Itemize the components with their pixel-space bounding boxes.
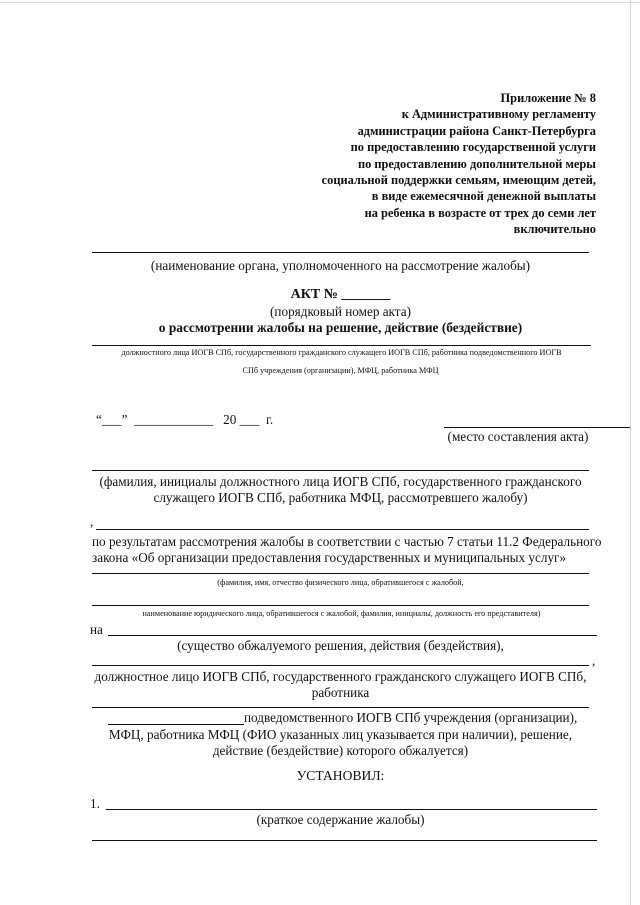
organ-caption: (наименование органа, уполномоченного на рассмотрение жалобы) xyxy=(150,258,531,273)
officials-field[interactable] xyxy=(92,345,591,346)
institution-field[interactable] xyxy=(92,707,589,708)
date-day-blank: ___ xyxy=(101,412,122,427)
reviewer-field[interactable] xyxy=(92,470,589,471)
appendix-line: к Административному регламенту xyxy=(401,107,596,122)
date-close-quote: ” xyxy=(121,412,128,427)
result-text: по результатам рассмотрения жалобы в соответствии с частью 7 статьи 11.2 Федерального xyxy=(92,534,602,549)
essence-field[interactable] xyxy=(108,635,597,636)
officials-caption: должностного лица ИОГВ СПб, государственного гражданского служащего ИОГВ СПб, работника подведомственного ИОГВ xyxy=(121,348,562,357)
date-open-quote: “ xyxy=(96,412,102,427)
act-number-caption: (порядковый номер акта) xyxy=(270,304,411,319)
appendix-header xyxy=(322,90,596,238)
appendix-line: на ребенка в возрасте от трех до семи лет xyxy=(364,205,596,220)
appendix-line: Приложение № 8 xyxy=(500,91,596,105)
summary-caption: (краткое содержание жалобы) xyxy=(256,812,425,827)
official-text: действие (бездействие) которого обжалуется) xyxy=(212,743,469,758)
appendix-line: по предоставлению государственной услуги xyxy=(350,140,596,155)
appendix-line: администрации района Санкт-Петербурга xyxy=(357,123,596,138)
reviewer-caption: служащего ИОГВ СПб, работника МФЦ, рассмотревшего жалобу) xyxy=(153,490,528,505)
official-text: МФЦ, работника МФЦ (ФИО указанных лиц указывается при наличии), решение, xyxy=(108,727,573,742)
appendix-line: включительно xyxy=(513,222,596,237)
applicant-field[interactable] xyxy=(92,573,589,574)
comma-mark: , xyxy=(90,514,94,529)
date-month-blank: ____________ xyxy=(134,412,214,427)
comma-field[interactable] xyxy=(96,529,589,530)
date-year-prefix: 20 xyxy=(223,412,237,427)
official-text: подведомственного ИОГВ СПб учреждения (организации), xyxy=(244,710,578,725)
appendix-line: социальной поддержки семьям, имеющим детей, xyxy=(321,173,596,188)
essence-caption: (существо обжалуемого решения, действия (бездействия), xyxy=(177,638,504,653)
date-year-blank: ___ xyxy=(239,412,260,427)
place-caption: (место составления акта) xyxy=(447,429,589,444)
complaint-summary-field[interactable] xyxy=(106,809,597,810)
official-text: работника xyxy=(311,685,370,700)
organ-name-field[interactable] xyxy=(92,252,589,253)
item-number: 1. xyxy=(90,796,100,811)
appendix-line: в виде ежемесячной денежной выплаты xyxy=(371,189,596,204)
institution-name-field[interactable] xyxy=(108,724,244,725)
date-field[interactable] xyxy=(96,412,273,428)
established-heading: УСТАНОВИЛ: xyxy=(296,768,385,783)
date-year-suffix: г. xyxy=(265,412,274,427)
place-field[interactable] xyxy=(444,427,630,428)
applicant-caption: (фамилия, имя, отчество физического лица, обратившегося с жалобой, xyxy=(217,578,464,587)
act-title: АКТ № _______ xyxy=(290,287,391,302)
scan-edge-top xyxy=(0,2,640,3)
on-label: на xyxy=(90,622,103,637)
official-text: должностное лицо ИОГВ СПб, государственного гражданского служащего ИОГВ СПб, xyxy=(94,669,587,684)
legal-entity-field[interactable] xyxy=(92,605,589,606)
complaint-summary-field-2[interactable] xyxy=(92,840,597,841)
act-subject: о рассмотрении жалобы на решение, действие (бездействие) xyxy=(158,320,523,335)
official-comma: , xyxy=(592,653,596,668)
scan-edge-right xyxy=(630,0,631,905)
official-field[interactable] xyxy=(92,665,589,666)
appendix-line: по предоставлению дополнительной меры xyxy=(357,156,596,171)
legal-entity-caption: наименование юридического лица, обратившегося с жалобой, фамилия, инициалы, должность его представителя) xyxy=(142,609,541,618)
result-text: закона «Об организации предоставления государственных и муниципальных услуг» xyxy=(92,550,567,565)
officials-caption: СПб учреждения (организации), МФЦ, работника МФЦ xyxy=(242,366,439,375)
reviewer-caption: (фамилия, инициалы должностного лица ИОГВ СПб, государственного гражданского xyxy=(99,474,582,489)
